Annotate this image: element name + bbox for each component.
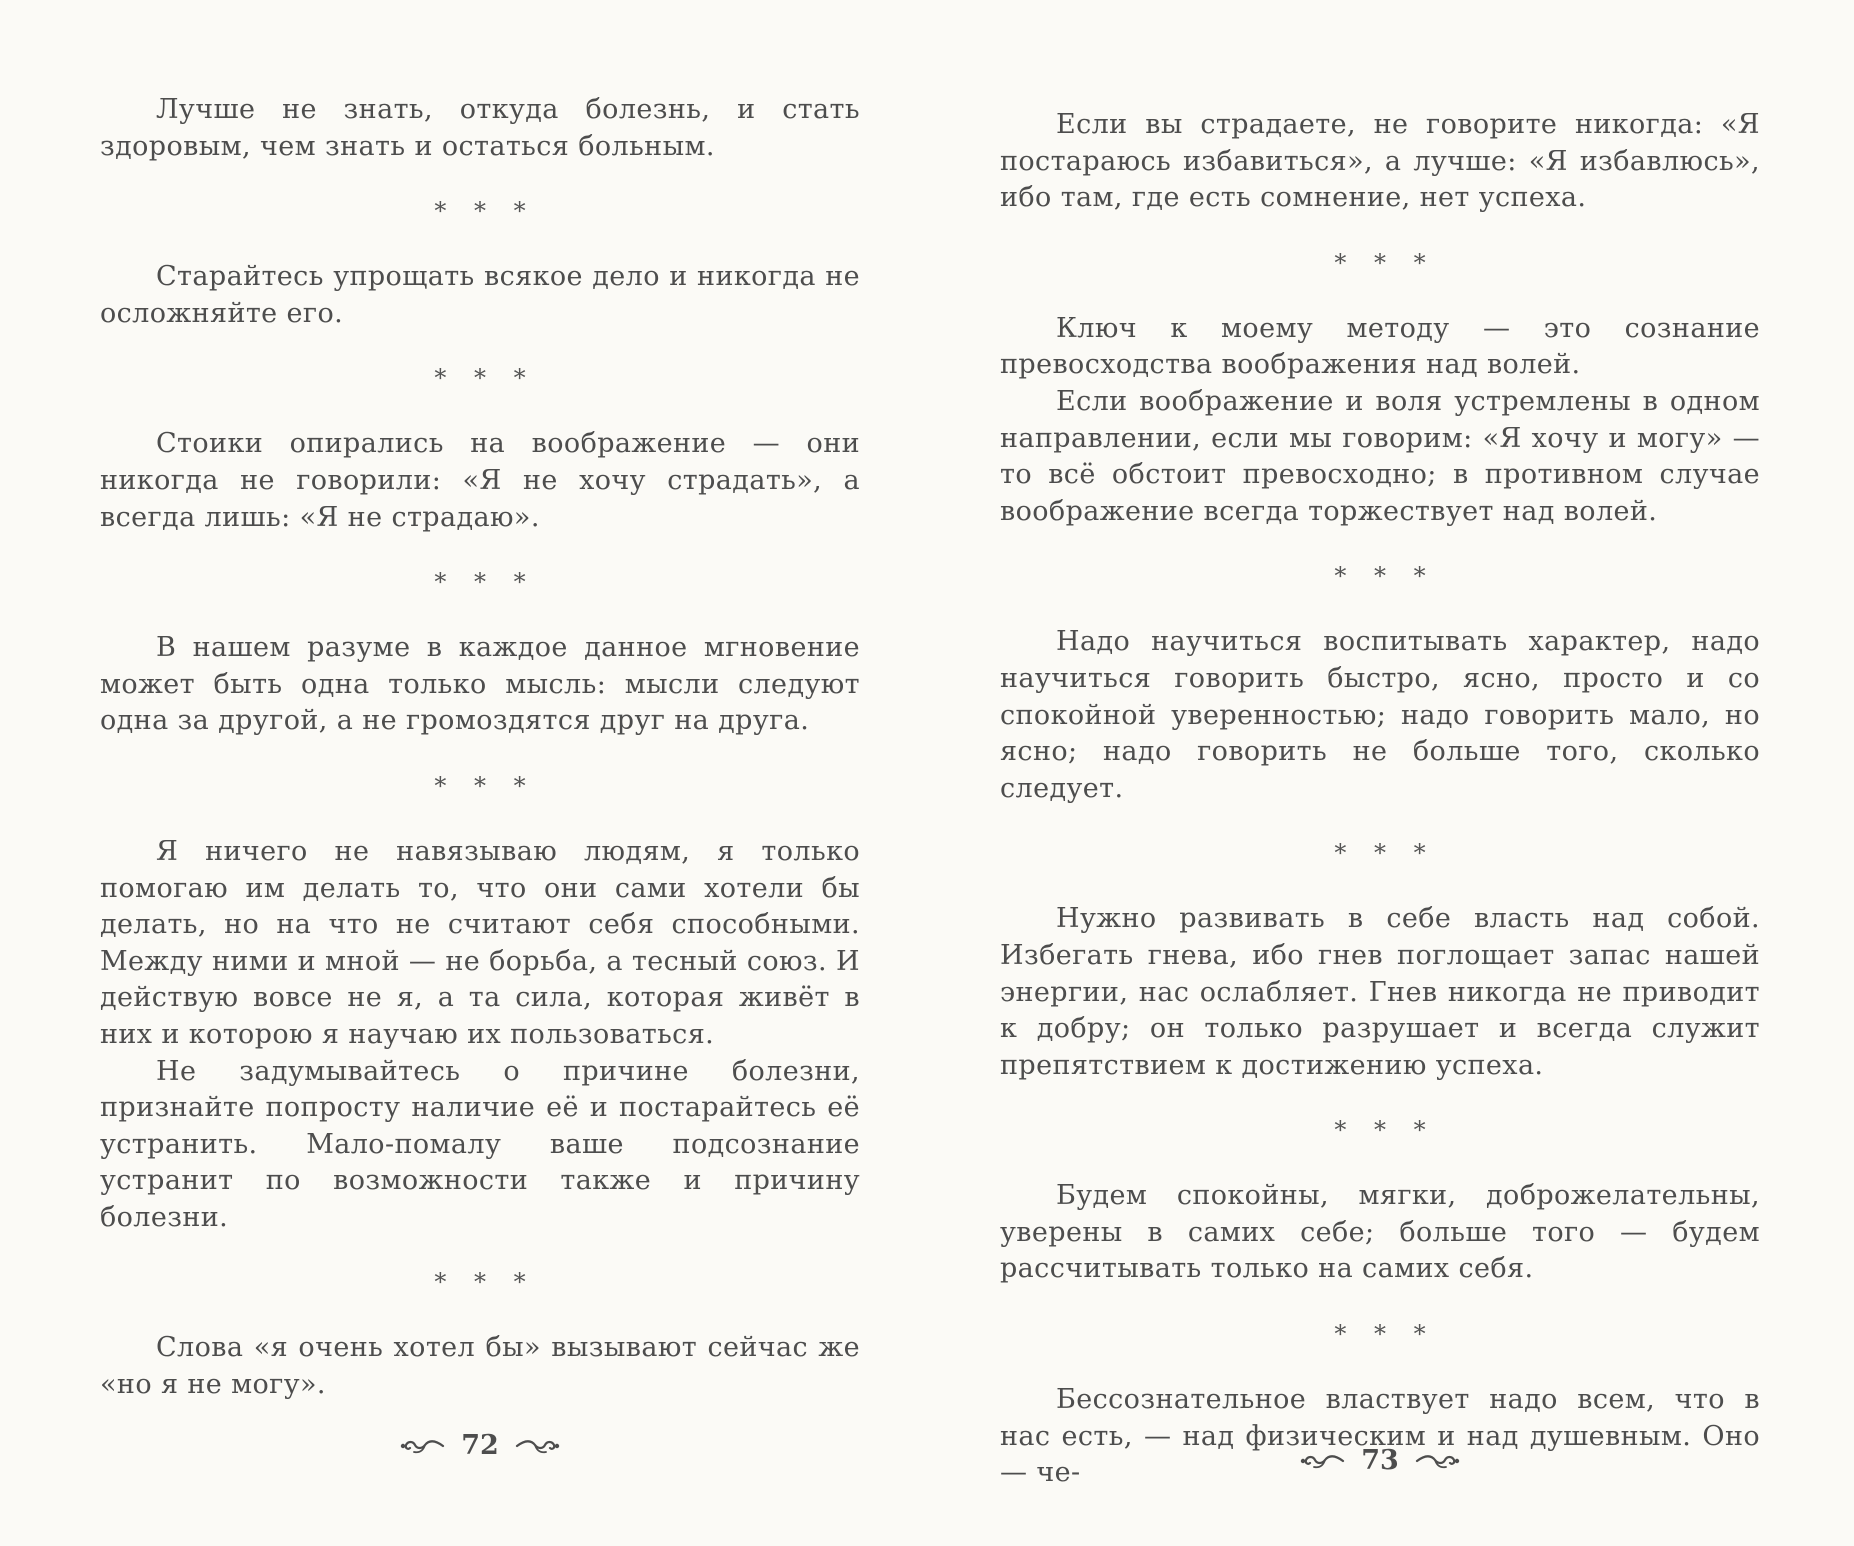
paragraph: В нашем разуме в каждое данное мгновение может быть одна только мысль: мысли следуют одна за другой, а не громоздятся друг на друга. <box>100 632 860 737</box>
page-number: 72 <box>461 1430 499 1461</box>
scroll-flourish-icon <box>399 1436 445 1456</box>
paragraph: Я ничего не навязываю людям, я только помогаю им делать то, что они сами хотели бы делать, но на что не считают себя способными. Между ними и мной — не борьба, а тесный союз. И действую вовсе не я, а та сила, которая живёт в них и которою я научаю их пользоваться. <box>100 835 860 1050</box>
section-separator: * * * <box>434 771 536 800</box>
section-separator: * * * <box>1334 839 1436 868</box>
paragraph: Нужно развивать в себе власть над собой. Избегать гнева, ибо гнев поглощает запас нашей энергии, нас ослабляет. Гнев никогда не приводит к добру; он только разрушает и всегда служит препятствием к достижению успеха. <box>1000 903 1760 1081</box>
section-separator: * * * <box>434 568 536 597</box>
left-page <box>100 0 860 1546</box>
right-page-text <box>1000 0 1760 1492</box>
paragraph: Стоики опирались на воображение — они никогда не говорили: «Я не хочу страдать», а всегда лишь: «Я не страдаю». <box>100 428 860 533</box>
right-page <box>1000 0 1760 1546</box>
left-page-text <box>100 0 860 1404</box>
paragraph: Ключ к моему методу — это сознание превосходства воображения над волей. <box>1000 312 1760 381</box>
page-number-footer <box>100 1430 860 1461</box>
paragraph: Если вы страдаете, не говорите никогда: «Я постараюсь избавиться», а лучше: «Я избавлюсь», ибо там, где есть сомнение, нет успеха. <box>1000 109 1760 214</box>
paragraph: Лучше не знать, откуда болезнь, и стать здоровым, чем знать и остаться больным. <box>100 94 860 162</box>
paragraph: Старайтесь упрощать всякое дело и никогда не осложняйте его. <box>100 261 860 329</box>
scroll-flourish-icon <box>1299 1451 1345 1471</box>
paragraph: Будем спокойны, мягки, доброжелательны, уверены в самих себе; больше того — будем рассчитывать только на самих себя. <box>1000 1180 1760 1285</box>
section-separator: * * * <box>1334 1320 1436 1349</box>
paragraph: Не задумывайтесь о причине болезни, признайте попросту наличие её и постарайтесь её устранить. Мало-помалу ваше подсознание устранит по возможности также и причину болезни. <box>100 1055 860 1233</box>
paragraph: Слова «я очень хотел бы» вызывают сейчас же «но я не могу». <box>100 1332 860 1401</box>
scroll-flourish-icon <box>515 1436 561 1456</box>
section-separator: * * * <box>1334 562 1436 591</box>
paragraph: Если воображение и воля устремлены в одном направлении, если мы говорим: «Я хочу и могу» — то всё обстоит превосходно; в противном случае воображение всегда торжествует над волей. <box>1000 385 1760 527</box>
paragraph: Надо научиться воспитывать характер, надо научиться говорить быстро, ясно, просто и со спокойной уверенностью; надо говорить мало, но ясно; надо говорить не больше того, сколько следует. <box>1000 626 1760 804</box>
section-separator: * * * <box>434 1268 536 1297</box>
paragraph: Бессознательное властвует надо всем, что в нас есть, — над физическим и над душевным. Оно — че- <box>1000 1384 1760 1489</box>
page-number-footer <box>1000 1445 1760 1476</box>
section-separator: * * * <box>434 197 536 226</box>
section-separator: * * * <box>1334 1116 1436 1145</box>
page-number: 73 <box>1361 1445 1399 1476</box>
section-separator: * * * <box>1334 248 1436 277</box>
section-separator: * * * <box>434 364 536 393</box>
scroll-flourish-icon <box>1415 1451 1461 1471</box>
